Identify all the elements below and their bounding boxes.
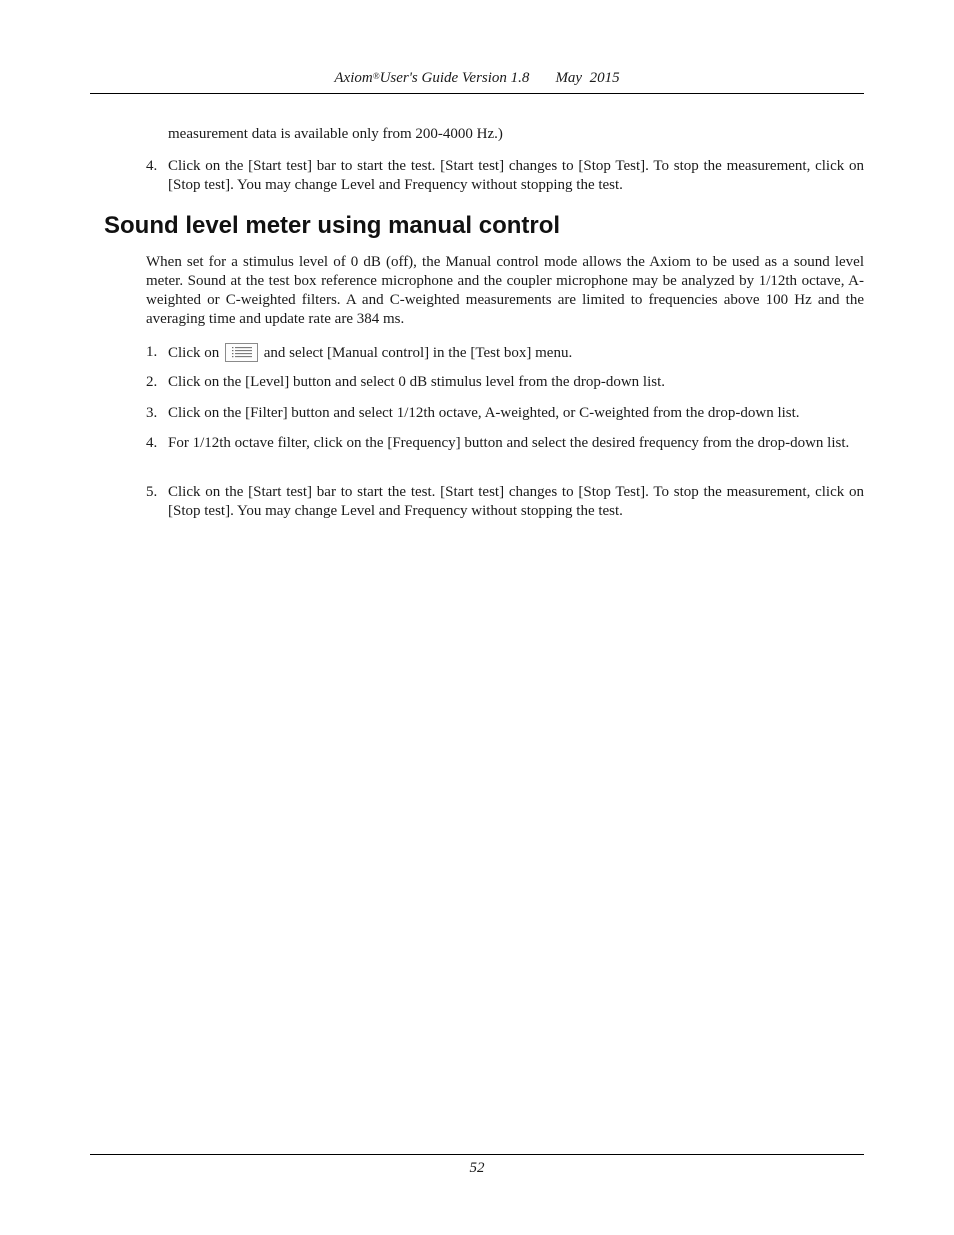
list-text: Click on the [Filter] button and select 1/12th octave, A-weighted, or C-weighted from the drop-down list. — [168, 405, 800, 421]
list-item-prev-4 — [146, 157, 864, 195]
step-text-before: Click on — [168, 345, 220, 361]
section-intro: When set for a stimulus level of 0 dB (off), the Manual control mode allows the Axiom to be used as a sound level meter. Sound at the test box reference microphone and the coupler microphone may be analyzed by 1/12th octave, A-weighted or C-weighted filters. A and C-weighted measurements are limited to frequencies above 100 Hz and the averaging time and update rate are 384 ms. — [146, 254, 864, 327]
header-date: May 2015 — [555, 70, 620, 86]
list-text: Click on the [Start test] bar to start the test. [Start test] changes to [Stop Test]. To stop the measurement, click on [Stop test]. You may change Level and Frequency without stopping the test. — [168, 158, 864, 193]
list-item-5 — [146, 483, 864, 521]
header-rule — [90, 93, 864, 94]
list-number: 3. — [146, 405, 158, 421]
list-text: For 1/12th octave filter, click on the [Frequency] button and select the desired frequency from the drop-down list. — [168, 435, 850, 451]
continuation-paragraph: measurement data is available only from 200-4000 Hz.) — [168, 126, 503, 142]
step-text-after: and select [Manual control] in the [Test box] menu. — [263, 345, 573, 361]
header-product: Axiom — [334, 70, 373, 86]
menu-list-icon — [225, 343, 258, 362]
list-number: 4. — [146, 435, 158, 451]
list-item-2 — [146, 373, 864, 392]
list-text — [168, 343, 864, 363]
list-item-3 — [146, 404, 864, 423]
list-number: 2. — [146, 374, 158, 390]
list-text: Click on the [Level] button and select 0 dB stimulus level from the drop-down list. — [168, 374, 665, 390]
header-title: User's Guide Version 1.8 — [379, 70, 530, 86]
section-title: Sound level meter using manual control — [104, 212, 561, 239]
page-number: 52 — [469, 1160, 485, 1176]
list-text: Click on the [Start test] bar to start the test. [Start test] changes to [Stop Test]. To stop the measurement, click on [Stop test]. You may change Level and Frequency without stopping the test. — [168, 484, 864, 519]
page-header — [90, 68, 864, 88]
list-item-1 — [146, 343, 864, 363]
list-item-4 — [146, 434, 864, 453]
header-trademark: ® — [372, 71, 380, 81]
list-number: 1. — [146, 344, 158, 360]
footer-rule — [90, 1154, 864, 1155]
list-number: 5. — [146, 484, 158, 500]
list-number: 4. — [146, 158, 158, 174]
